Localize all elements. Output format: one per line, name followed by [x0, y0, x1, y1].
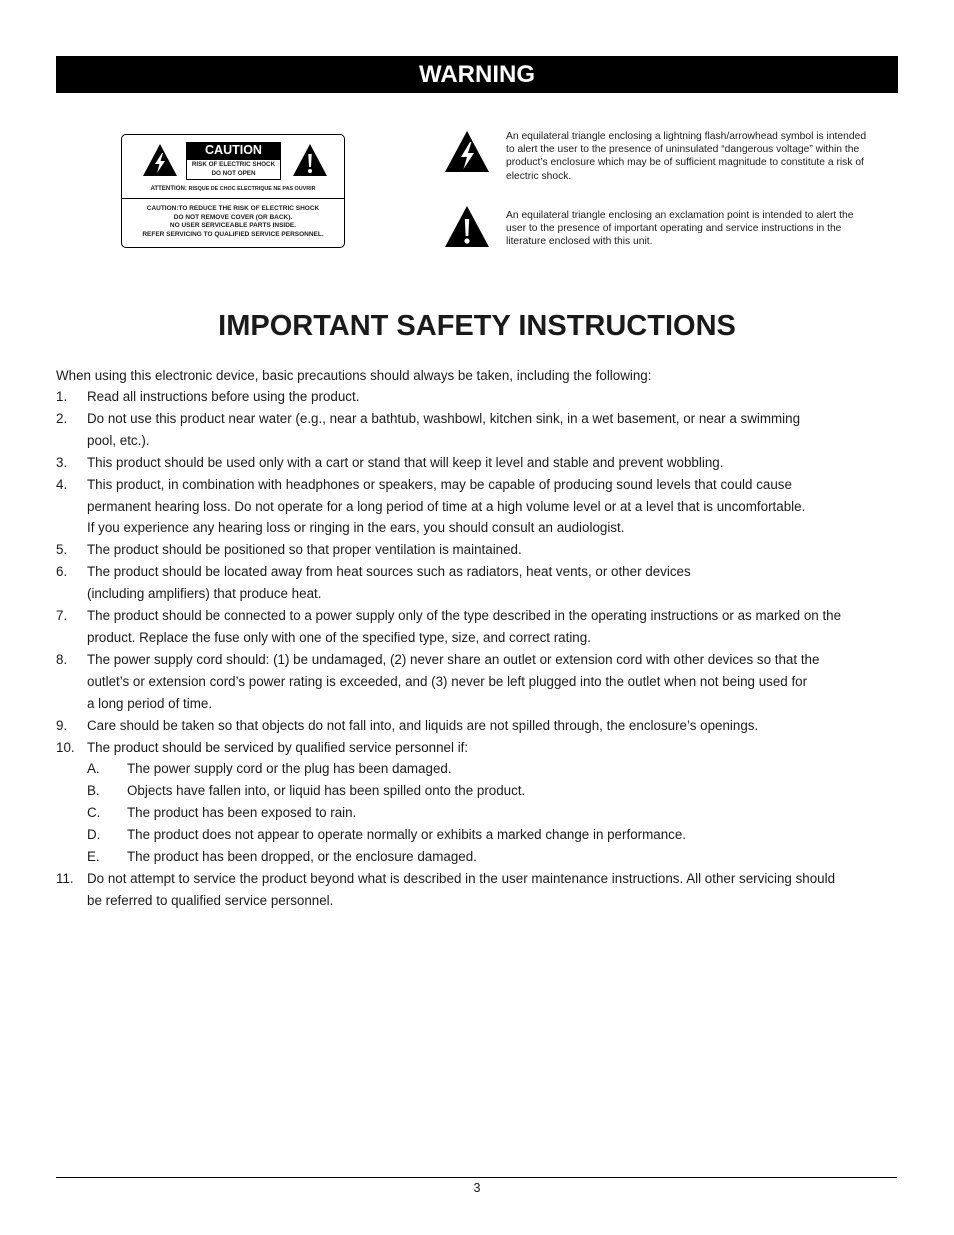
item-number: 3.: [56, 454, 68, 470]
list-item: [56, 386, 896, 408]
caution-subtitle-line1: RISK OF ELECTRIC SHOCK: [191, 161, 276, 168]
caution-subtitle-line2: DO NOT OPEN: [211, 169, 256, 177]
list-item: [56, 408, 896, 452]
sub-item-letter: B.: [87, 783, 100, 799]
item-number: 10.: [56, 739, 75, 755]
sub-list-item: [87, 802, 896, 824]
item-line: Do not attempt to service the product beyond what is described in the user maintenance instructions. All other servicing should: [87, 870, 836, 886]
caution-warning-line: REFER SERVICING TO QUALIFIED SERVICE PERSONNEL.: [142, 230, 324, 238]
attention-line: [124, 185, 342, 192]
exclamation-triangle-icon: [444, 205, 490, 248]
item-line: Read all instructions before using the product.: [87, 389, 360, 404]
sub-item-letter: A.: [87, 761, 100, 777]
page-title: IMPORTANT SAFETY INSTRUCTIONS: [218, 310, 736, 342]
item-line: product. Replace the fuse only with one of the specified type, size, and correct rating.: [87, 629, 591, 645]
list-item: [56, 452, 896, 474]
item-line: The product should be positioned so that proper ventilation is maintained.: [87, 542, 522, 558]
exclamation-triangle-icon: [292, 143, 328, 177]
list-item: [56, 539, 896, 561]
sub-item-letter: C.: [87, 805, 101, 821]
attention-text: RISQUE DE CHOC ELECTRIQUE NE PAS OUVRIR: [188, 186, 316, 192]
item-line: a long period of time.: [87, 695, 213, 711]
item-line: permanent hearing loss. Do not operate for a long period of time at a high volume level or at a level that is uncomfortable.: [87, 498, 806, 514]
list-item: [56, 868, 896, 912]
caution-subtitle: [186, 159, 281, 180]
safety-instructions-list: [56, 386, 896, 912]
caution-divider: [122, 198, 344, 199]
sub-item-letter: D.: [87, 827, 101, 843]
list-item: [56, 649, 896, 715]
list-item: [56, 737, 896, 868]
sub-list-item: [87, 758, 896, 780]
item-line: This product should be used only with a cart or stand that will keep it level and stable and prevent wobbling.: [87, 454, 724, 470]
sub-item-letter: E.: [87, 849, 100, 865]
item-line: This product, in combination with headphones or speakers, may be capable of producing sound levels that could cause: [87, 476, 792, 492]
item-number: 7.: [56, 608, 68, 624]
item-number: 8.: [56, 651, 68, 667]
item-line: (including amplifiers) that produce heat.: [87, 586, 322, 602]
item-number: 6.: [56, 564, 68, 580]
service-conditions-list: [87, 758, 896, 868]
footer-divider: [56, 1177, 897, 1178]
sub-item-text: The product has been dropped, or the enclosure damaged.: [127, 849, 477, 865]
item-line: The power supply cord should: (1) be undamaged, (2) never share an outlet or extension cord with other devices so that the: [87, 651, 820, 667]
item-number: 2.: [56, 410, 68, 426]
page-number: 3: [473, 1181, 481, 1195]
item-line: be referred to qualified service personnel.: [87, 892, 334, 908]
list-item: [56, 715, 896, 737]
item-line: If you experience any hearing loss or ringing in the ears, you should consult an audiologist.: [87, 520, 625, 536]
list-item: [56, 605, 896, 649]
sub-item-text: The product does not appear to operate normally or exhibits a marked change in performance.: [127, 827, 687, 843]
lightning-symbol-description: An equilateral triangle enclosing a lightning flash/arrowhead symbol is intended to alert the user to the presence of uninsulated “dangerous voltage” within the product’s enclosure which may be of sufficient magnitude to constitute a risk of electric shock.: [506, 131, 867, 182]
caution-warning-line: NO USER SERVICEABLE PARTS INSIDE.: [169, 222, 297, 230]
sub-list-item: [87, 824, 896, 846]
item-number: 1.: [56, 389, 68, 404]
sub-list-item: [87, 846, 896, 868]
list-item: [56, 561, 896, 605]
warning-label: WARNING: [419, 61, 535, 88]
caution-warning-line: DO NOT REMOVE COVER (OR BACK).: [173, 213, 293, 221]
item-line: The product should be serviced by qualified service personnel if:: [87, 739, 469, 755]
item-number: 5.: [56, 542, 68, 558]
sub-item-text: The product has been exposed to rain.: [127, 805, 357, 821]
sub-item-text: Objects have fallen into, or liquid has been spilled onto the product.: [127, 783, 526, 799]
intro-text: When using this electronic device, basic precautions should always be taken, including the following:: [56, 368, 652, 383]
caution-label: [121, 134, 345, 248]
warning-banner: [56, 56, 898, 93]
item-line: Do not use this product near water (e.g., near a bathtub, washbowl, kitchen sink, in a wet basement, or near a swimming: [87, 410, 801, 426]
sub-list-item: [87, 780, 896, 802]
caution-warning-text: [124, 205, 342, 239]
item-number: 4.: [56, 476, 68, 492]
item-line: The product should be located away from heat sources such as radiators, heat vents, or other devices: [87, 564, 691, 580]
item-number: 9.: [56, 717, 68, 733]
item-line: outlet’s or extension cord’s power rating is exceeded, and (3) never be left plugged into the outlet when not being used for: [87, 673, 808, 689]
item-line: pool, etc.).: [87, 432, 150, 448]
item-number: 11.: [56, 870, 74, 886]
lightning-triangle-icon: [444, 130, 490, 173]
item-line: Care should be taken so that objects do not fall into, and liquids are not spilled through, the enclosure’s openings.: [87, 717, 759, 733]
lightning-triangle-icon: [142, 143, 178, 177]
attention-prefix: ATTENTION:: [150, 185, 187, 192]
caution-warning-line: CAUTION:TO REDUCE THE RISK OF ELECTRIC SHOCK: [146, 205, 320, 212]
list-item: [56, 474, 896, 540]
caution-title: CAUTION: [186, 142, 281, 159]
sub-item-text: The power supply cord or the plug has been damaged.: [127, 761, 452, 777]
item-line: The product should be connected to a power supply only of the type described in the operating instructions or as marked on the: [87, 608, 842, 624]
exclamation-symbol-description: An equilateral triangle enclosing an exclamation point is intended to alert the user to the presence of important operating and service instructions in the literature enclosed with this unit.: [506, 210, 854, 248]
